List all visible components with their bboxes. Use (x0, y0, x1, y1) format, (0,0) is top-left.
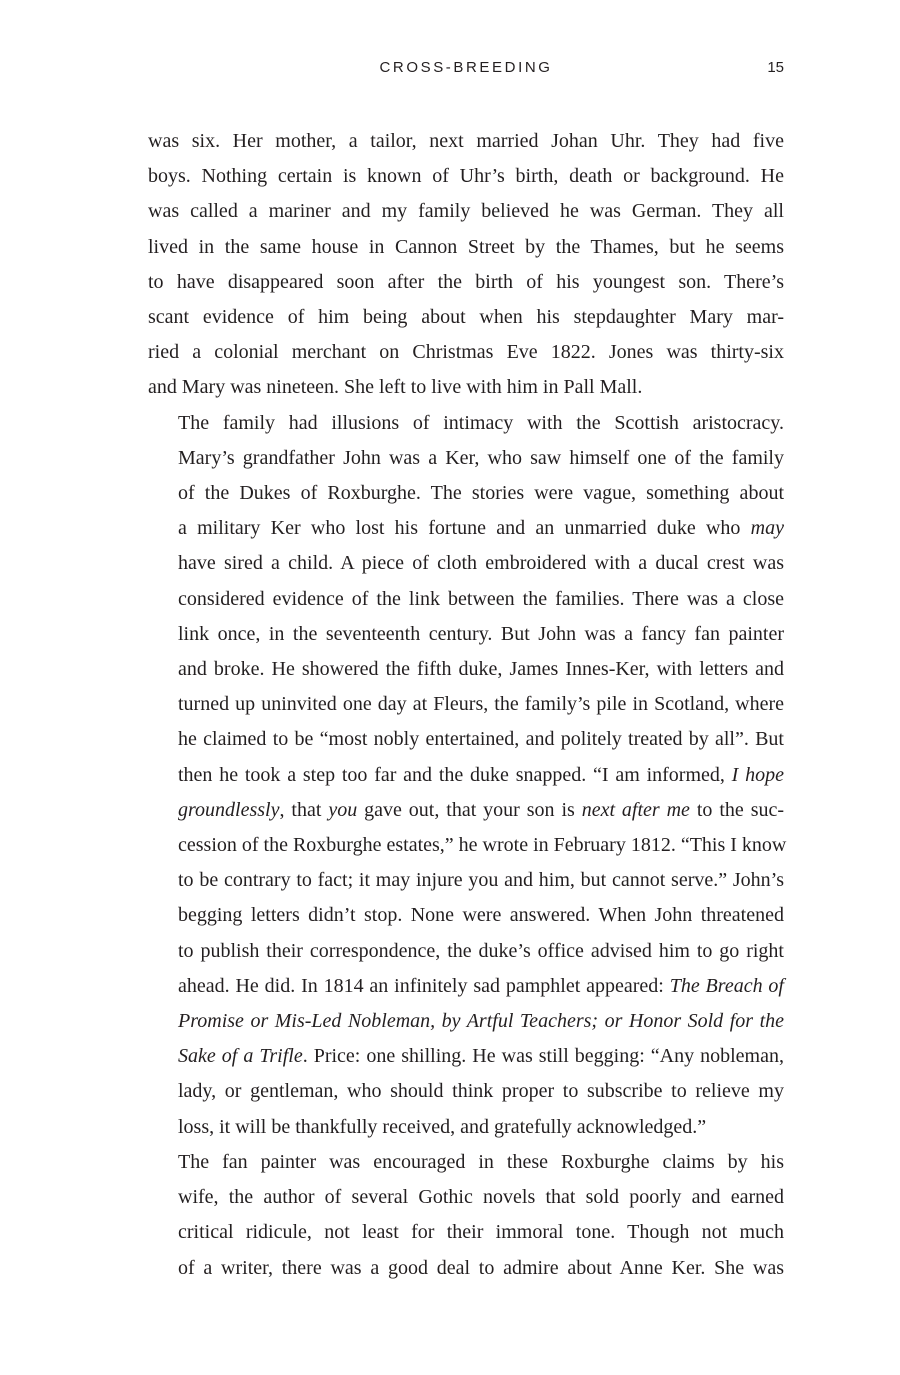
text-line: considered evidence of the link between the families. There was a close (178, 587, 784, 610)
italic-run: I hope (731, 763, 784, 786)
text-line: begging letters didn’t stop. None were answered. When John threatened (178, 904, 784, 927)
text-run: then he took a step too far and the duke snapped. “I am informed, (178, 763, 732, 786)
italic-run: Promise or Mis-Led Nobleman, by Artful Teachers; or Honor Sold for the (178, 1010, 784, 1033)
text-line: to have disappeared soon after the birth of his youngest son. There’s (148, 270, 784, 293)
text-line: Mary’s grandfather John was a Ker, who saw himself one of the family (178, 446, 784, 469)
text-line (148, 1039, 784, 1074)
text-run: gave out, that your son is (357, 798, 582, 821)
text-run: ahead. He did. In 1814 an infinitely sad pamphlet appeared: (178, 974, 670, 997)
text-line: turned up uninvited one day at Fleurs, the family’s pile in Scotland, where (178, 693, 784, 716)
italic-run: Sake of a Trifle (178, 1045, 303, 1068)
text-line: he claimed to be “most nobly entertained, and politely treated by all”. But (178, 728, 784, 751)
text-run: to the suc- (689, 798, 785, 821)
italic-run: The Breach of (669, 974, 784, 997)
text-line: to publish their correspondence, the duke’s office advised him to go right (178, 939, 784, 962)
body-text (148, 124, 787, 1286)
text-line: and broke. He showered the fifth duke, James Innes-Ker, with letters and (178, 658, 784, 681)
running-title: CROSS-BREEDING (379, 59, 553, 76)
text-line (148, 793, 784, 828)
text-line: link once, in the seventeenth century. But John was a fancy fan painter (178, 622, 784, 645)
text-line: lady, or gentleman, who should think proper to subscribe to relieve my (178, 1080, 784, 1103)
running-head (148, 56, 784, 80)
text-line: of a writer, there was a good deal to admire about Anne Ker. She was (178, 1256, 784, 1279)
paragraph-1 (148, 124, 784, 406)
text-line: was six. Her mother, a tailor, next married Johan Uhr. They had five (148, 130, 784, 152)
text-line: loss, it will be thankfully received, and gratefully acknowledged.” (178, 1115, 707, 1138)
italic-run: you (328, 798, 358, 821)
text-line: was called a mariner and my family believed he was German. They all (148, 200, 784, 223)
text-line: have sired a child. A piece of cloth embroidered with a ducal crest was (178, 552, 784, 575)
italic-run: next after me (581, 798, 690, 821)
text-line: lived in the same house in Cannon Street by the Thames, but he seems (148, 235, 784, 258)
text-line: and Mary was nineteen. She left to live with him in Pall Mall. (148, 376, 643, 399)
text-line: to be contrary to fact; it may injure you and him, but cannot serve.” John’s (178, 869, 784, 892)
text-line (148, 969, 784, 1004)
italic-run: groundlessly (178, 798, 280, 821)
page-number: 15 (767, 59, 784, 76)
text-line: of the Dukes of Roxburghe. The stories were vague, something about (178, 482, 784, 505)
text-line (148, 1004, 784, 1039)
text-run: , that (279, 798, 329, 821)
text-line: cession of the Roxburghe estates,” he wrote in February 1812. “This I know (178, 834, 787, 857)
text-line (148, 758, 784, 793)
text-line (148, 511, 784, 546)
paragraph-3 (148, 1145, 784, 1286)
text-line: The family had illusions of intimacy with the Scottish aristocracy. (178, 411, 784, 434)
text-run: a military Ker who lost his fortune and an unmarried duke who (178, 517, 751, 540)
text-line: The fan painter was encouraged in these Roxburghe claims by his (178, 1150, 784, 1173)
text-line: scant evidence of him being about when his stepdaughter Mary mar- (148, 306, 784, 329)
text-line: ried a colonial merchant on Christmas Eve 1822. Jones was thirty-six (148, 341, 784, 364)
text-line: wife, the author of several Gothic novels that sold poorly and earned (178, 1186, 784, 1209)
italic-run: may (750, 517, 784, 540)
text-line: boys. Nothing certain is known of Uhr’s birth, death or background. He (148, 165, 784, 188)
text-line: critical ridicule, not least for their immoral tone. Though not much (178, 1221, 784, 1244)
paragraph-2 (148, 406, 787, 1145)
text-run: . Price: one shilling. He was still begging: “Any nobleman, (302, 1045, 784, 1068)
